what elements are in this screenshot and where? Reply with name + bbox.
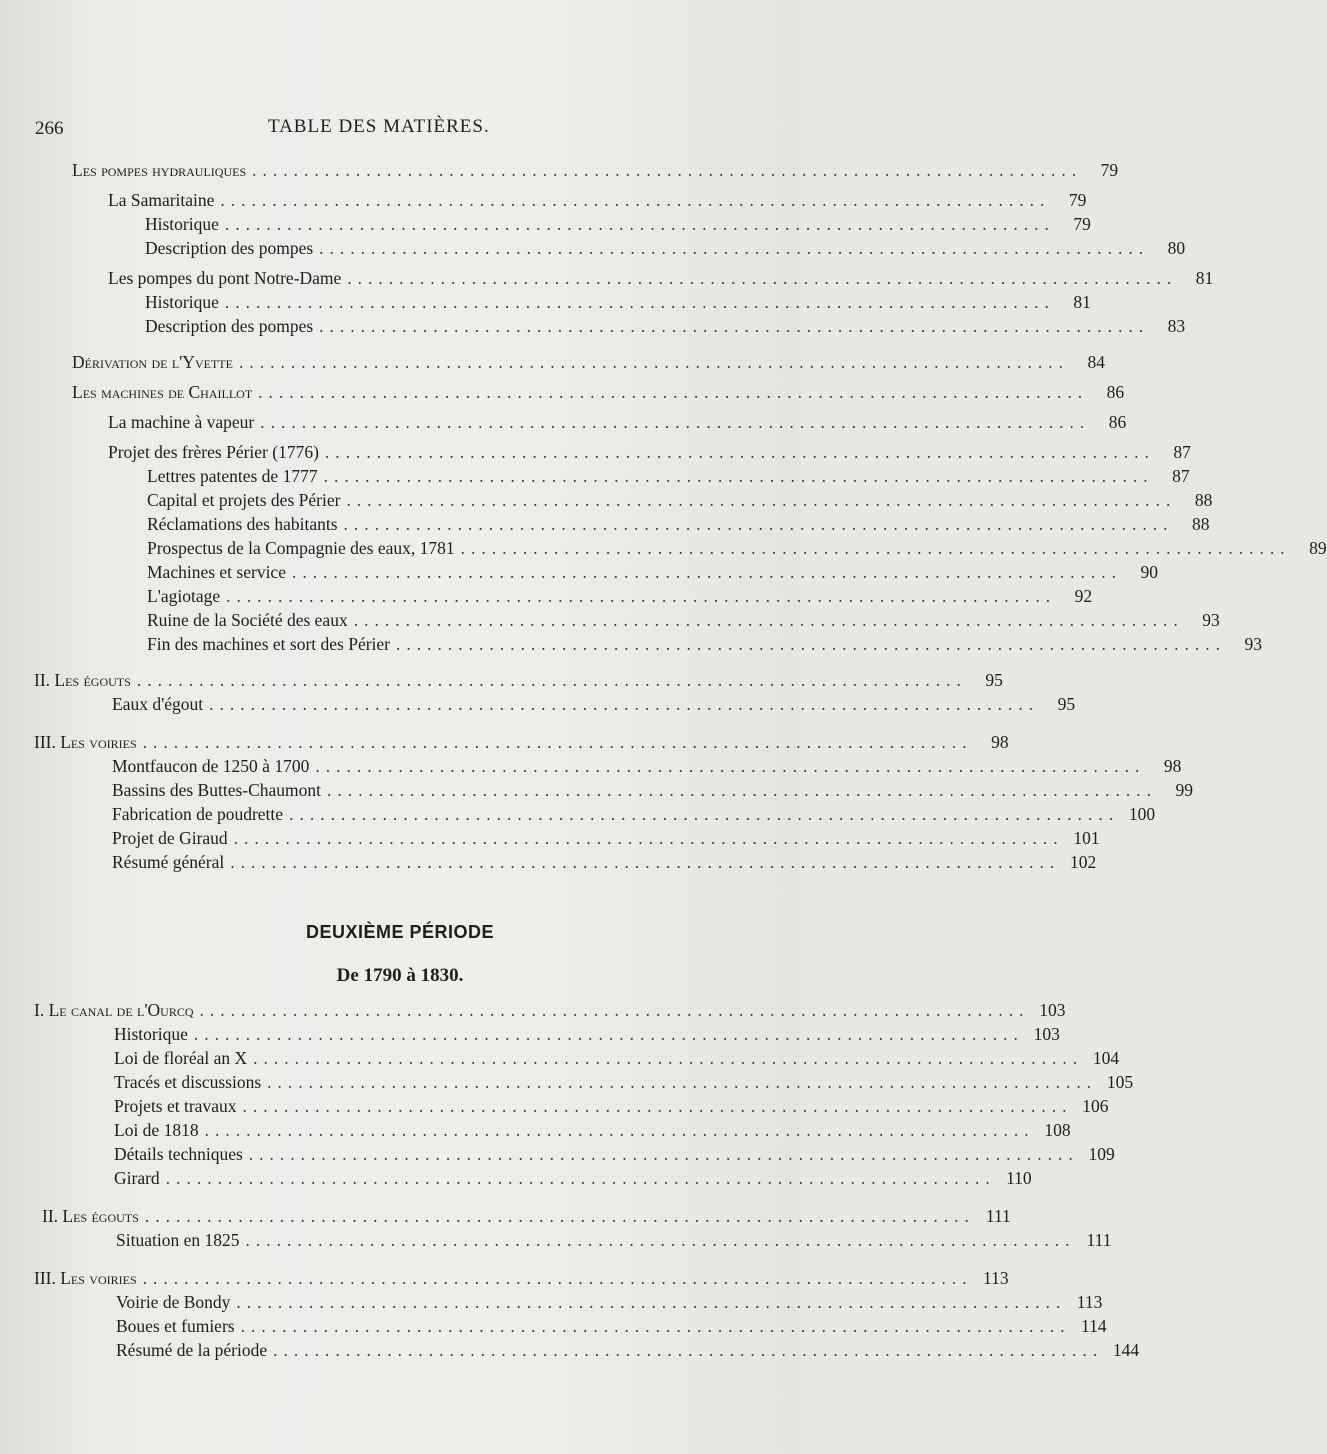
toc-entry [108, 412, 1127, 436]
dot-leader: ................................................................................ [230, 852, 1061, 872]
toc-entry [34, 1268, 1009, 1292]
dot-leader: ................................................................................ [319, 238, 1150, 258]
toc-entry-title: I. Le canal de l'Ourcq [34, 1000, 194, 1020]
dot-leader: ................................................................................ [460, 538, 1291, 558]
toc-entry [34, 670, 1003, 694]
toc-entry [145, 292, 1091, 316]
dot-leader: ................................................................................ [319, 316, 1150, 336]
toc-entry-page: 89 [1309, 538, 1327, 558]
toc-entry-page: 86 [1108, 412, 1127, 432]
toc-entry [34, 1000, 1066, 1024]
toc-entry [147, 490, 1213, 514]
toc-entry-title: III. Les voiries [34, 1268, 137, 1288]
toc-entry [116, 1340, 1140, 1364]
toc-entry [108, 442, 1191, 466]
dot-leader: ................................................................................ [273, 1340, 1104, 1360]
toc-entry-page: 87 [1173, 442, 1191, 462]
toc-entry-title: Dérivation de l'Yvette [72, 352, 233, 372]
dot-leader: ................................................................................ [252, 160, 1083, 180]
toc-entry-title: Résumé de la période [116, 1340, 268, 1360]
toc-entry-title: III. Les voiries [34, 732, 137, 752]
toc-entry-page: 106 [1082, 1096, 1109, 1116]
dot-leader: ................................................................................ [346, 490, 1177, 510]
toc-entry [108, 190, 1087, 214]
toc-entry-title: Les pompes hydrauliques [72, 160, 247, 180]
toc-entry-page: 88 [1194, 490, 1213, 510]
toc-entry-title: Ruine de la Société des eaux [147, 610, 348, 630]
toc-entry-title: Détails techniques [114, 1144, 243, 1164]
toc-entry-page: 114 [1080, 1316, 1107, 1336]
toc-entry-title: Les pompes du pont Notre-Dame [108, 268, 342, 288]
toc-entry-page: 98 [991, 732, 1009, 752]
toc-entry-title: Prospectus de la Compagnie des eaux, 1781 [147, 538, 455, 558]
toc-entry [72, 382, 1125, 406]
dot-leader: ................................................................................ [248, 1144, 1079, 1164]
toc-entry-title: Description des pompes [145, 238, 314, 258]
dot-leader: ................................................................................ [327, 780, 1158, 800]
toc-entry-title: Bassins des Buttes-Chaumont [112, 780, 322, 800]
toc-entry [116, 1230, 1112, 1254]
dot-leader: ................................................................................ [396, 634, 1227, 654]
toc-entry-title: Historique [114, 1024, 188, 1044]
toc-entry-page: 90 [1140, 562, 1158, 582]
dot-leader: ................................................................................ [289, 804, 1120, 824]
toc-entry-page: 113 [983, 1268, 1009, 1288]
toc-entry-title: Projets et travaux [114, 1096, 237, 1116]
toc-entry-title: Loi de floréal an X [114, 1048, 248, 1068]
toc-entry-page: 81 [1073, 292, 1091, 312]
toc-entry [112, 780, 1194, 804]
dot-leader: ................................................................................ [142, 732, 973, 752]
dot-leader: ................................................................................ [240, 1316, 1071, 1336]
toc-entry-title: Description des pompes [145, 316, 314, 336]
toc-entry-title: Les machines de Chaillot [72, 382, 253, 402]
toc-entry-title: II. Les égouts [42, 1206, 139, 1226]
toc-entry [114, 1048, 1120, 1072]
toc-entry-title: Loi de 1818 [114, 1120, 199, 1140]
toc-entry-page: 100 [1128, 804, 1156, 824]
toc-entry-page: 92 [1074, 586, 1093, 606]
toc-entry-title: Situation en 1825 [116, 1230, 240, 1250]
dot-leader: ................................................................................ [258, 382, 1089, 402]
toc-entry [147, 634, 1263, 658]
dot-leader: ................................................................................ [291, 562, 1122, 582]
toc-entry [108, 268, 1214, 292]
toc-entry-page: 93 [1202, 610, 1220, 630]
dot-leader: ................................................................................ [236, 1292, 1067, 1312]
toc-entry-page: 98 [1163, 756, 1182, 776]
toc-entry-page: 144 [1112, 1340, 1140, 1360]
toc-entry-page: 81 [1195, 268, 1214, 288]
dot-leader: ................................................................................ [233, 828, 1064, 848]
toc-entry [112, 828, 1100, 852]
toc-entry [147, 514, 1210, 538]
toc-entry [116, 1316, 1107, 1340]
dot-leader: ................................................................................ [209, 694, 1040, 714]
toc-entry-title: Historique [145, 292, 219, 312]
toc-entry [147, 610, 1220, 634]
toc-entry-title: Projet des frères Périer (1776) [108, 442, 319, 462]
toc-entry-page: 86 [1106, 382, 1125, 402]
toc-entry [147, 586, 1093, 610]
toc-entry-title: Machines et service [147, 562, 286, 582]
toc-entry-page: 113 [1076, 1292, 1103, 1312]
toc-entry [112, 852, 1097, 876]
toc-entry [145, 316, 1186, 340]
toc-entry-page: 87 [1172, 466, 1190, 486]
toc-entry [112, 756, 1182, 780]
toc-entry-page: 84 [1087, 352, 1105, 372]
toc-entry-page: 108 [1044, 1120, 1071, 1140]
toc-entry-title: La machine à vapeur [108, 412, 255, 432]
toc-entry-title: Tracés et discussions [114, 1072, 262, 1092]
dot-leader: ................................................................................ [193, 1024, 1024, 1044]
period-heading: DEUXIÈME PÉRIODE [305, 922, 495, 942]
dot-leader: ................................................................................ [260, 412, 1091, 432]
toc-entry-page: 88 [1192, 514, 1210, 534]
toc-entry-title: Historique [145, 214, 219, 234]
toc-entry-page: 105 [1106, 1072, 1134, 1092]
toc-entry-page: 111 [1086, 1230, 1112, 1250]
toc-entry [145, 214, 1091, 238]
dot-leader: ................................................................................ [343, 514, 1174, 534]
toc-entry-title: L'agiotage [147, 586, 221, 606]
toc-entry-page: 99 [1175, 780, 1194, 800]
dot-leader: ................................................................................ [199, 1000, 1030, 1020]
toc-entry-page: 95 [985, 670, 1003, 690]
toc-entry-page: 109 [1088, 1144, 1115, 1164]
toc-entry [42, 1206, 1011, 1230]
dot-leader: ................................................................................ [267, 1072, 1098, 1092]
dot-leader: ................................................................................ [245, 1230, 1076, 1250]
dot-leader: ................................................................................ [204, 1120, 1035, 1140]
dot-leader: ................................................................................ [253, 1048, 1084, 1068]
dot-leader: ................................................................................ [165, 1168, 996, 1188]
toc-entry-page: 79 [1073, 214, 1091, 234]
toc-entry-title: Résumé général [112, 852, 225, 872]
toc-entry [147, 466, 1190, 490]
dot-leader: ................................................................................ [238, 352, 1069, 372]
toc-entry-title: Fabrication de poudrette [112, 804, 284, 824]
dot-leader: ................................................................................ [224, 292, 1055, 312]
toc-entry [147, 562, 1158, 586]
toc-entry-page: 93 [1244, 634, 1263, 654]
toc-entry-page: 80 [1167, 238, 1186, 258]
toc-entry-title: Girard [114, 1168, 160, 1188]
toc-entry-title: Lettres patentes de 1777 [147, 466, 318, 486]
period-range: De 1790 à 1830. [336, 965, 464, 986]
toc-entry-title: Capital et projets des Périer [147, 490, 341, 510]
dot-leader: ................................................................................ [323, 466, 1154, 486]
toc-entry [114, 1144, 1115, 1168]
toc-entry [34, 732, 1009, 756]
running-title: TABLE DES MATIÈRES. [268, 116, 490, 137]
dot-leader: ................................................................................ [142, 1268, 973, 1288]
toc-entry-page: 102 [1070, 852, 1097, 872]
page-number: 266 [35, 118, 64, 139]
dot-leader: ................................................................................ [347, 268, 1178, 288]
dot-leader: ................................................................................ [136, 670, 967, 690]
toc-entry-page: 110 [1006, 1168, 1032, 1188]
toc-entry [112, 804, 1156, 828]
toc-entry-page: 79 [1100, 160, 1119, 180]
toc-entry [72, 352, 1105, 376]
dot-leader: ................................................................................ [144, 1206, 975, 1226]
toc-entry [147, 538, 1327, 562]
toc-entry-title: Réclamations des habitants [147, 514, 338, 534]
toc-entry [116, 1292, 1103, 1316]
toc-entry [114, 1168, 1032, 1192]
toc-entry [112, 694, 1076, 718]
toc-entry [145, 238, 1186, 262]
toc-entry-title: Boues et fumiers [116, 1316, 235, 1336]
toc-entry-page: 79 [1068, 190, 1087, 210]
toc-entry-title: Montfaucon de 1250 à 1700 [112, 756, 310, 776]
dot-leader: ................................................................................ [353, 610, 1184, 630]
toc-entry-title: Voirie de Bondy [116, 1292, 231, 1312]
toc-entry-title: La Samaritaine [108, 190, 215, 210]
toc-entry-title: II. Les égouts [34, 670, 131, 690]
dot-leader: ................................................................................ [224, 214, 1055, 234]
toc-entry [114, 1072, 1134, 1096]
toc-entry-page: 83 [1167, 316, 1186, 336]
toc-entry [72, 160, 1119, 184]
toc-entry-page: 111 [985, 1206, 1011, 1226]
dot-leader: ................................................................................ [324, 442, 1155, 462]
toc-entry-title: Projet de Giraud [112, 828, 228, 848]
toc-entry-page: 104 [1092, 1048, 1120, 1068]
dot-leader: ................................................................................ [315, 756, 1146, 776]
dot-leader: ................................................................................ [220, 190, 1051, 210]
toc-entry [114, 1096, 1109, 1120]
toc-entry-page: 103 [1033, 1024, 1060, 1044]
toc-entry-title: Eaux d'égout [112, 694, 204, 714]
toc-entry-page: 101 [1073, 828, 1100, 848]
toc-entry-page: 103 [1039, 1000, 1066, 1020]
dot-leader: ................................................................................ [242, 1096, 1073, 1116]
toc-entry [114, 1024, 1060, 1048]
toc-entry [114, 1120, 1071, 1144]
toc-entry-page: 95 [1057, 694, 1076, 714]
toc-entry-title: Fin des machines et sort des Périer [147, 634, 391, 654]
dot-leader: ................................................................................ [226, 586, 1057, 606]
